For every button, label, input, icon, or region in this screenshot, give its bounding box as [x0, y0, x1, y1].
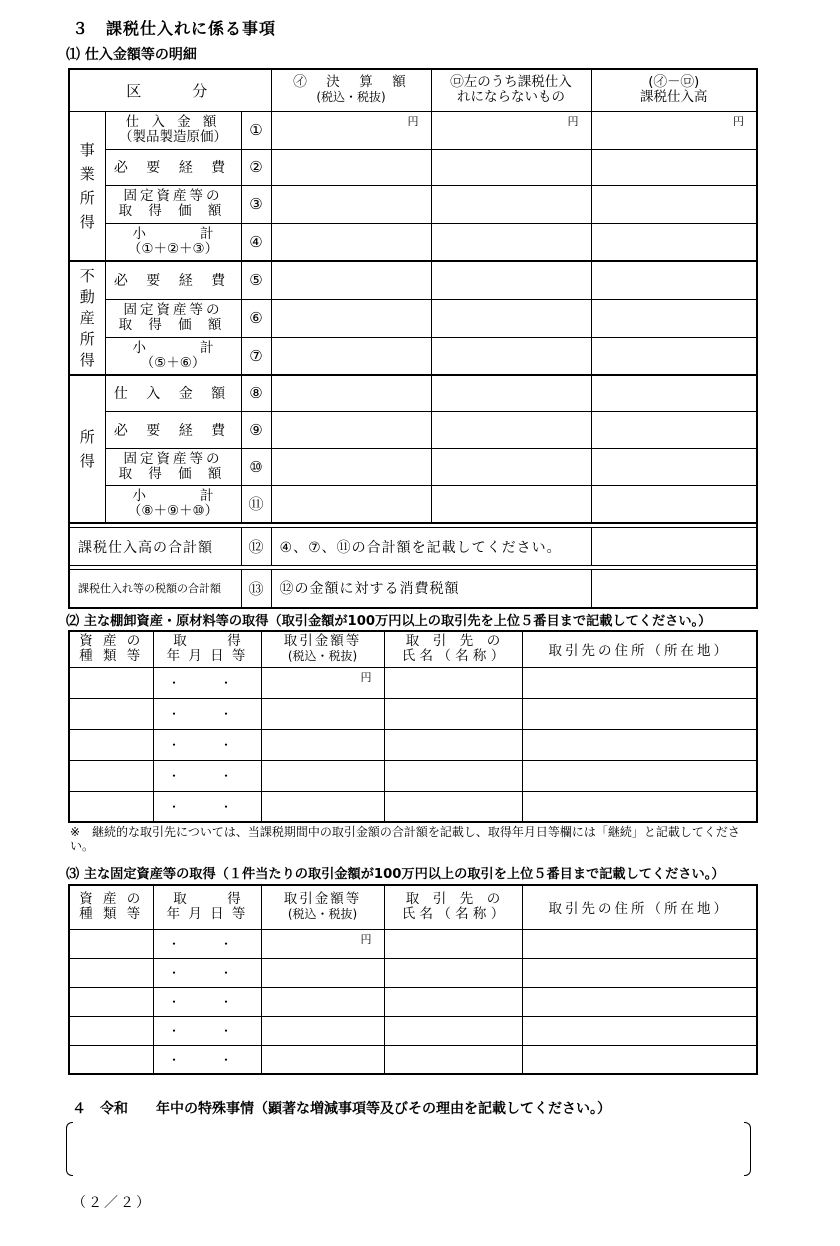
amount-cell[interactable] [271, 411, 431, 448]
group-misc: 所得 [69, 375, 105, 523]
amount-cell[interactable] [591, 570, 757, 608]
amount-cell[interactable] [431, 223, 591, 261]
kubun-header: 区 分 [69, 69, 271, 111]
row-number: ⑧ [241, 375, 271, 411]
section4-title: ４ 令和 年中の特殊事情（顕著な増減事項等及びその理由を記載してください。） [72, 1101, 611, 1117]
total12-label: 課税仕入高の合計額 [69, 528, 241, 566]
amount-cell[interactable] [271, 448, 431, 485]
col-c-header: (㋑－㋺) 課税仕入高 [591, 69, 757, 111]
row-number: ① [241, 111, 271, 149]
amount-cell[interactable] [431, 411, 591, 448]
sub1-title: ⑴ 仕入金額等の明細 [66, 47, 197, 63]
cell[interactable] [522, 1045, 757, 1074]
cell[interactable] [261, 1016, 384, 1045]
amount-cell[interactable] [271, 185, 431, 223]
cell[interactable] [384, 987, 522, 1016]
row-label: 必 要 経 費 [105, 261, 241, 299]
cell[interactable] [384, 667, 522, 698]
table-row [69, 667, 757, 698]
cell[interactable] [522, 929, 757, 958]
table-row [69, 729, 757, 760]
cell[interactable] [69, 1045, 153, 1074]
row-number: ⑩ [241, 448, 271, 485]
table-row [69, 987, 757, 1016]
date-cell[interactable]: ・ ・ [153, 1045, 261, 1074]
amount-cell[interactable] [591, 528, 757, 566]
amount-cell[interactable] [431, 149, 591, 185]
col-a-header: ㋑ 決 算 額 (税込・税抜) [271, 69, 431, 111]
cell[interactable] [261, 1045, 384, 1074]
total12-text: ④、⑦、⑪の合計額を記載してください。 [271, 528, 591, 566]
table-row [69, 485, 757, 523]
amount-cell[interactable]: 円 [271, 111, 431, 149]
row-number: ⑫ [241, 528, 271, 566]
amount-cell[interactable]: 円 [261, 667, 384, 698]
row-number: ② [241, 149, 271, 185]
cell[interactable] [261, 987, 384, 1016]
cell[interactable] [261, 791, 384, 822]
date-cell[interactable]: ・ ・ [153, 667, 261, 698]
amount-cell[interactable] [591, 149, 757, 185]
amount-cell[interactable] [431, 375, 591, 411]
cell[interactable] [384, 1016, 522, 1045]
amount-cell[interactable] [591, 223, 757, 261]
row-label: 仕 入 金 額 [105, 375, 241, 411]
table-header-row: 資 産 の 種 類 等 取 得 年 月 日 等 取引金額等 (税込・税抜) 取 引 先 の 氏 名 （ 名 称 ） 取引先の住所（所在地） [69, 631, 757, 667]
amount-cell[interactable] [271, 485, 431, 523]
cell[interactable] [261, 698, 384, 729]
col-b-header: ㋺左のうち課税仕入 れにならないもの [431, 69, 591, 111]
table-row [69, 111, 757, 149]
total13-label: 課税仕入れ等の税額の合計額 [69, 570, 241, 608]
cell[interactable] [384, 791, 522, 822]
total13-text: ⑫の金額に対する消費税額 [271, 570, 591, 608]
cell[interactable] [384, 729, 522, 760]
cell[interactable] [261, 760, 384, 791]
amount-cell[interactable] [431, 337, 591, 375]
amount-cell[interactable] [431, 485, 591, 523]
table-row [69, 223, 757, 261]
date-cell[interactable]: ・ ・ [153, 760, 261, 791]
row-number: ⑤ [241, 261, 271, 299]
amount-cell[interactable] [591, 299, 757, 337]
date-cell[interactable]: ・ ・ [153, 929, 261, 958]
cell[interactable] [384, 760, 522, 791]
cell[interactable] [522, 958, 757, 987]
row-label: 固定資産等の 取 得 価 額 [105, 185, 241, 223]
fixed-asset-table [68, 884, 758, 1075]
cell[interactable] [69, 760, 153, 791]
amount-cell[interactable] [431, 299, 591, 337]
cell[interactable] [522, 760, 757, 791]
amount-cell[interactable] [591, 411, 757, 448]
amount-cell[interactable] [591, 337, 757, 375]
cell[interactable] [69, 958, 153, 987]
cell[interactable] [522, 791, 757, 822]
table-row [69, 1045, 757, 1074]
amount-cell[interactable] [591, 375, 757, 411]
amount-cell[interactable] [271, 149, 431, 185]
amount-cell[interactable]: 円 [591, 111, 757, 149]
row-number: ⑬ [241, 570, 271, 608]
bracket-right [744, 1122, 751, 1176]
special-circumstances-input[interactable] [76, 1122, 740, 1176]
row-label: 小 計 （⑧＋⑨＋⑩） [105, 485, 241, 523]
table-row [69, 299, 757, 337]
amount-cell[interactable] [271, 375, 431, 411]
cell[interactable] [384, 958, 522, 987]
row-number: ⑪ [241, 485, 271, 523]
table-row [69, 149, 757, 185]
table-row [69, 698, 757, 729]
date-cell[interactable]: ・ ・ [153, 791, 261, 822]
total13-row [69, 570, 757, 608]
row-label: 小 計 （⑤＋⑥） [105, 337, 241, 375]
table-header-row: 資 産 の 種 類 等 取 得 年 月 日 等 取引金額等 (税込・税抜) 取 引 先 の 氏 名 （ 名 称 ） 取引先の住所（所在地） [69, 885, 757, 929]
cell[interactable] [261, 729, 384, 760]
date-cell[interactable]: ・ ・ [153, 1016, 261, 1045]
amount-cell[interactable] [591, 448, 757, 485]
amount-cell[interactable] [271, 337, 431, 375]
amount-cell[interactable] [591, 185, 757, 223]
group-real-estate: 不動産所得 [69, 261, 105, 375]
row-number: ④ [241, 223, 271, 261]
cell[interactable] [522, 667, 757, 698]
amount-cell[interactable] [431, 448, 591, 485]
amount-cell[interactable] [591, 261, 757, 299]
table-row [69, 337, 757, 375]
row-number: ⑦ [241, 337, 271, 375]
date-cell[interactable]: ・ ・ [153, 987, 261, 1016]
group-business: 事業所得 [69, 111, 105, 261]
cell[interactable] [69, 729, 153, 760]
cell[interactable] [69, 791, 153, 822]
row-number: ⑨ [241, 411, 271, 448]
table-row [69, 1016, 757, 1045]
row-number: ⑥ [241, 299, 271, 337]
table-header-row [69, 69, 757, 111]
bracket-left [66, 1122, 73, 1176]
amount-cell[interactable] [271, 223, 431, 261]
amount-cell[interactable] [431, 261, 591, 299]
table-row [69, 958, 757, 987]
row-label: 小 計 （①＋②＋③） [105, 223, 241, 261]
amount-cell[interactable]: 円 [261, 929, 384, 958]
table-row [69, 411, 757, 448]
cell[interactable] [69, 1016, 153, 1045]
amount-cell[interactable] [271, 299, 431, 337]
purchase-detail-table [68, 68, 758, 609]
table-row [69, 185, 757, 223]
row-label: 固定資産等の 取 得 価 額 [105, 448, 241, 485]
cell[interactable] [522, 729, 757, 760]
table-row [69, 760, 757, 791]
amount-cell[interactable]: 円 [431, 111, 591, 149]
note: ※ 継続的な取引先については、当課税期間中の取引金額の合計額を記載し、取得年月日等欄には「継続」と記載してください。 [70, 825, 740, 853]
row-number: ③ [241, 185, 271, 223]
row-label: 仕 入 金 額 （製品製造原価） [105, 111, 241, 149]
amount-cell[interactable] [431, 185, 591, 223]
table-row [69, 375, 757, 411]
cell[interactable] [384, 929, 522, 958]
date-cell[interactable]: ・ ・ [153, 698, 261, 729]
table-row [69, 261, 757, 299]
total12-row [69, 528, 757, 566]
cell[interactable] [69, 987, 153, 1016]
inventory-table [68, 630, 758, 823]
date-cell[interactable]: ・ ・ [153, 729, 261, 760]
cell[interactable] [384, 698, 522, 729]
cell[interactable] [384, 1045, 522, 1074]
cell[interactable] [69, 667, 153, 698]
row-label: 固定資産等の 取 得 価 額 [105, 299, 241, 337]
cell[interactable] [522, 1016, 757, 1045]
cell[interactable] [522, 698, 757, 729]
table-row [69, 448, 757, 485]
sub2-title: ⑵ 主な棚卸資産・原材料等の取得（取引金額が100万円以上の取引先を上位５番目まで記載してください。） [66, 614, 712, 629]
table-row [69, 791, 757, 822]
page-number: （２／２） [72, 1195, 152, 1211]
cell[interactable] [261, 958, 384, 987]
amount-cell[interactable] [271, 261, 431, 299]
table-row [69, 929, 757, 958]
row-label: 必 要 経 費 [105, 149, 241, 185]
amount-cell[interactable] [591, 485, 757, 523]
row-label: 必 要 経 費 [105, 411, 241, 448]
section3-title: ３ 課税仕入れに係る事項 [72, 19, 277, 38]
sub3-title: ⑶ 主な固定資産等の取得（１件当たりの取引金額が100万円以上の取引を上位５番目まで記載してください。） [66, 867, 725, 882]
cell[interactable] [69, 929, 153, 958]
cell[interactable] [522, 987, 757, 1016]
cell[interactable] [69, 698, 153, 729]
date-cell[interactable]: ・ ・ [153, 958, 261, 987]
